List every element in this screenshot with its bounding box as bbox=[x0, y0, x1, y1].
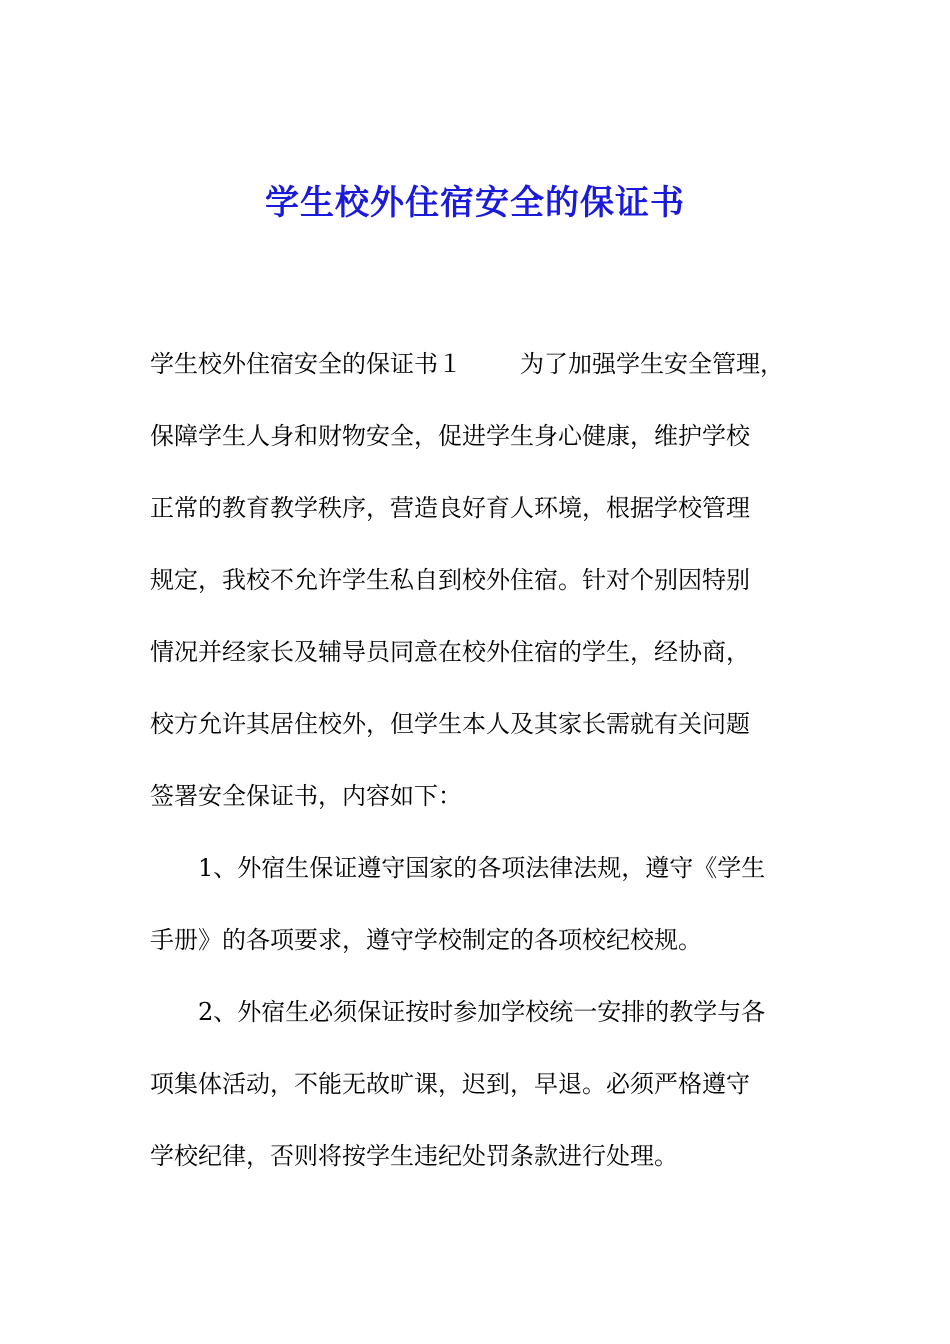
body-line: 保障学生人身和财物安全，促进学生身心健康，维护学校 bbox=[150, 422, 750, 450]
body-line: 校方允许其居住校外，但学生本人及其家长需就有关问题 bbox=[150, 710, 750, 738]
body-line: 手册》的各项要求，遵守学校制定的各项校纪校规。 bbox=[150, 926, 702, 954]
body-line: 正常的教育教学秩序，营造良好育人环境，根据学校管理 bbox=[150, 494, 750, 522]
body-line bbox=[150, 328, 800, 400]
body-line-text: 为了加强学生安全管理， bbox=[520, 350, 784, 378]
document-body bbox=[150, 328, 800, 1192]
clause-2-line: 2、外宿生必须保证按时参加学校统一安排的教学与各 bbox=[198, 998, 766, 1026]
body-line: 签署安全保证书，内容如下： bbox=[150, 782, 462, 810]
body-line: 学校纪律，否则将按学生违纪处罚条款进行处理。 bbox=[150, 1142, 678, 1170]
body-line: 规定，我校不允许学生私自到校外住宿。针对个别因特别 bbox=[150, 566, 750, 594]
document-title: 学生校外住宿安全的保证书 bbox=[265, 183, 685, 223]
clause-1-line: 1、外宿生保证遵守国家的各项法律法规，遵守《学生 bbox=[198, 854, 766, 882]
intro-heading: 学生校外住宿安全的保证书１ bbox=[150, 350, 462, 378]
body-line: 项集体活动，不能无故旷课，迟到，早退。必须严格遵守 bbox=[150, 1070, 750, 1098]
body-line: 情况并经家长及辅导员同意在校外住宿的学生，经协商， bbox=[150, 638, 750, 666]
